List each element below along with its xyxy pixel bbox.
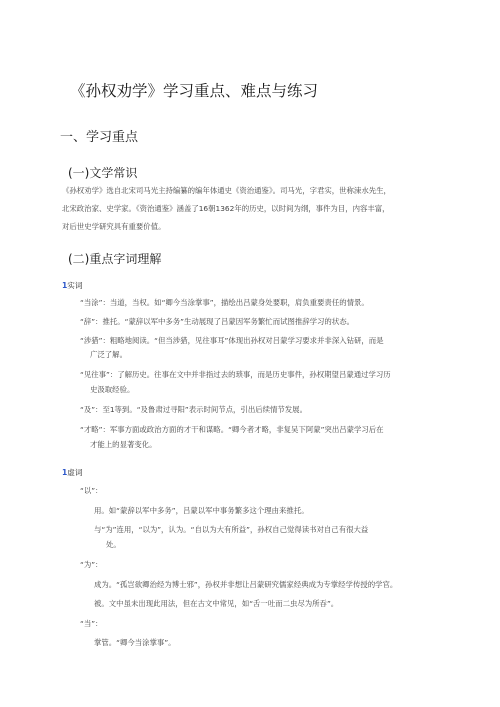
label-number: 1 — [62, 468, 68, 477]
word-entry-line: “辞”：推托。“蒙辞以军中多务”生动展现了吕蒙因军务繁忙而试图推辞学习的状态。 — [80, 317, 354, 326]
word-entry-line: “见往事”：了解历史。往事在文中并非指过去的琐事，而是历史事件，孙权期望吕蒙通过学习历 — [80, 370, 391, 379]
subheading-key-words: (二)重点字词理解 — [68, 252, 162, 266]
word-meaning-line: 成为。“孤岂欲卿治经为博士邪”，孙权并非想让吕蒙研究儒家经典成为专掌经学传授的学官。 — [94, 580, 398, 589]
word-entry-line: “当涂”：当道，当权。如“卿今当涂掌事”，描绘出吕蒙身处要职，肩负重要责任的情景。 — [80, 298, 369, 307]
intro-paragraph-line: 《孙权劝学》选自北宋司马光主持编纂的编年体通史《资治通鉴》。司马光，字君实，世称涑水先生， — [62, 186, 391, 195]
word-label-yi: “以”： — [80, 486, 103, 495]
subheading-literary-knowledge: (一)文学常识 — [68, 166, 138, 180]
word-entry-line: “才略”：军事方面或政治方面的才干和谋略。“卿今者才略，非复吴下阿蒙”突出吕蒙学习后在 — [80, 425, 384, 434]
word-meaning-line: 被。文中虽未出现此用法，但在古文中常见，如“舌一吐而二虫尽为所吞”。 — [94, 599, 339, 608]
section-heading-study-focus: 一、学习重点 — [60, 130, 139, 145]
label-function-words — [62, 467, 82, 478]
word-entry-line: “及”：至1等到。“及鲁肃过寻阳”表示时间节点，引出后续情节发展。 — [80, 405, 307, 414]
intro-paragraph-line: 北宋政治家、史学家。《资治通鉴》涵盖了16朝1362年的历史，以时间为纲，事件为目，内容丰富， — [62, 204, 390, 213]
word-meaning-line: 用。如“蒙辞以军中多务”，吕蒙以军中事务繁多这个理由来推托。 — [94, 506, 309, 515]
intro-paragraph-line: 对后世史学研究具有重要价值。 — [62, 222, 166, 231]
word-meaning-line: 掌管。“卿今当涂掌事”。 — [94, 638, 176, 647]
label-number: 1 — [62, 281, 68, 290]
word-meaning-line: 处。 — [106, 540, 121, 549]
word-label-wei: “为”： — [80, 560, 103, 569]
label-text: 虚词 — [67, 468, 83, 477]
word-entry-line: 广泛了解。 — [90, 350, 127, 359]
label-text: 实词 — [67, 281, 83, 290]
word-meaning-line: 与“为”连用，“以为”，认为。“自以为大有所益”，孙权自己觉得读书对自己有很大益 — [94, 525, 369, 534]
document-title: 《孙权劝学》学习重点、难点与练习 — [70, 82, 319, 100]
word-entry-line: 史汲取经验。 — [90, 385, 135, 394]
label-content-words — [62, 280, 82, 291]
word-entry-line: “涉猎”：粗略地阅读。“但当涉猎，见往事耳”体现出孙权对吕蒙学习要求并非深入钻研，而是 — [80, 336, 384, 345]
word-label-dang: “当”： — [80, 619, 103, 628]
word-entry-line: 才能上的显著变化。 — [90, 440, 157, 449]
